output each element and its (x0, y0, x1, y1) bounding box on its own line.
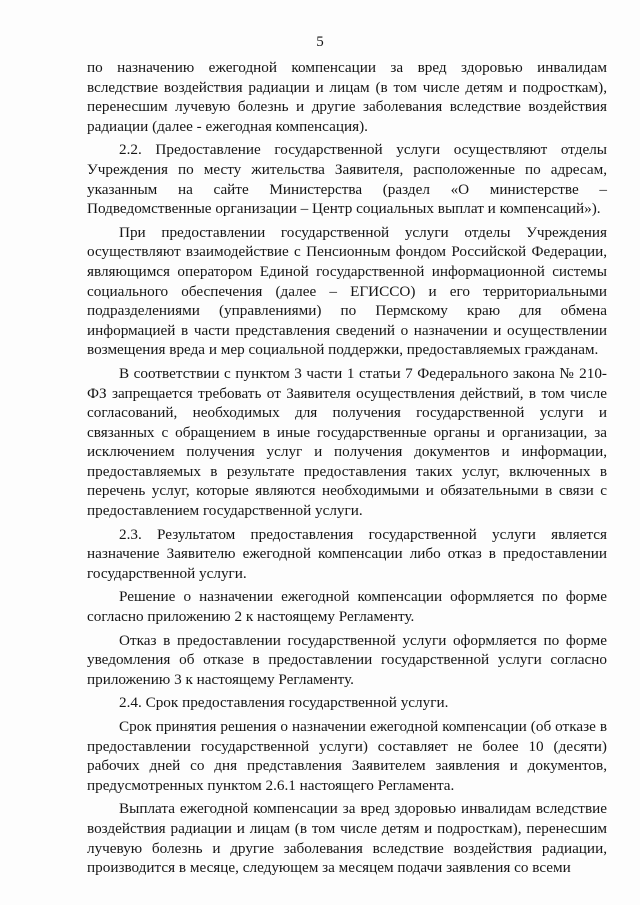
paragraph-continuation: по назначению ежегодной компенсации за вред здоровью инвалидам вследствие воздействия радиации и лицам (в том числе детям и подросткам), перенесшим лучевую болезнь и другие заболевания вследствие воздействия радиации (далее - ежегодная компенсация). (87, 59, 607, 135)
document-body (87, 58, 607, 882)
paragraph-decision-form: Решение о назначении ежегодной компенсации оформляется по форме согласно приложению 2 к настоящему Регламенту. (87, 588, 607, 626)
paragraph-refusal-form: Отказ в предоставлении государственной услуги оформляется по форме уведомления об отказе в предоставлении государственной услуги согласно приложению 3 к настоящему Регламенту. (87, 631, 607, 688)
paragraph-2-2: 2.2. Предоставление государственной услуги осуществляют отделы Учреждения по месту жительства Заявителя, расположенные по адресам, указанным на сайте Министерства (раздел «О министерстве – Подведомственные организации – Центр социальных выплат и компенсаций»). (87, 141, 607, 218)
paragraph-2-4: 2.4. Срок предоставления государственной услуги. (119, 694, 449, 712)
paragraph-law-reference: В соответствии с пунктом 3 части 1 статьи 7 Федерального закона № 210-ФЗ запрещается требовать от Заявителя осуществления действий, в том числе согласований, необходимых для получения государственной услуги и связанных с обращением в иные государственные органы и организации, за исключением получения услуг и получения документов и информации, предоставляемых в результате предоставления таких услуг, включенных в перечень услуг, которые являются необходимыми и обязательными в связи с предоставлением государственной услуги. (87, 364, 607, 520)
paragraph-payment: Выплата ежегодной компенсации за вред здоровью инвалидам вследствие воздействия радиации и лицам (в том числе детям и подросткам), перенесшим лучевую болезнь и другие заболевания вследствие воздействия радиации, производится в месяце, следующем за месяцем подачи заявления со всеми (87, 800, 607, 877)
page-number: 5 (316, 34, 324, 50)
paragraph-2-3: 2.3. Результатом предоставления государственной услуги является назначение Заявителю ежегодной компенсации либо отказ в предоставлении государственной услуги. (87, 525, 607, 582)
paragraph-interaction: При предоставлении государственной услуги отделы Учреждения осуществляют взаимодействие с Пенсионным фондом Российской Федерации, являющимся оператором Единой государственной информационной системы социального обеспечения (далее – ЕГИССО) и его территориальными подразделениями (управлениями) по Пермскому краю для обмена информацией в части представления сведений о назначении и осуществлении возмещения вреда и мер социальной поддержки, предоставляемых гражданам. (87, 223, 607, 359)
paragraph-decision-term: Срок принятия решения о назначении ежегодной компенсации (об отказе в предоставлении государственной услуги) составляет не более 10 (десяти) рабочих дней со дня представления Заявителем заявления и документов, предусмотренных пунктом 2.6.1 настоящего Регламента. (87, 718, 607, 794)
